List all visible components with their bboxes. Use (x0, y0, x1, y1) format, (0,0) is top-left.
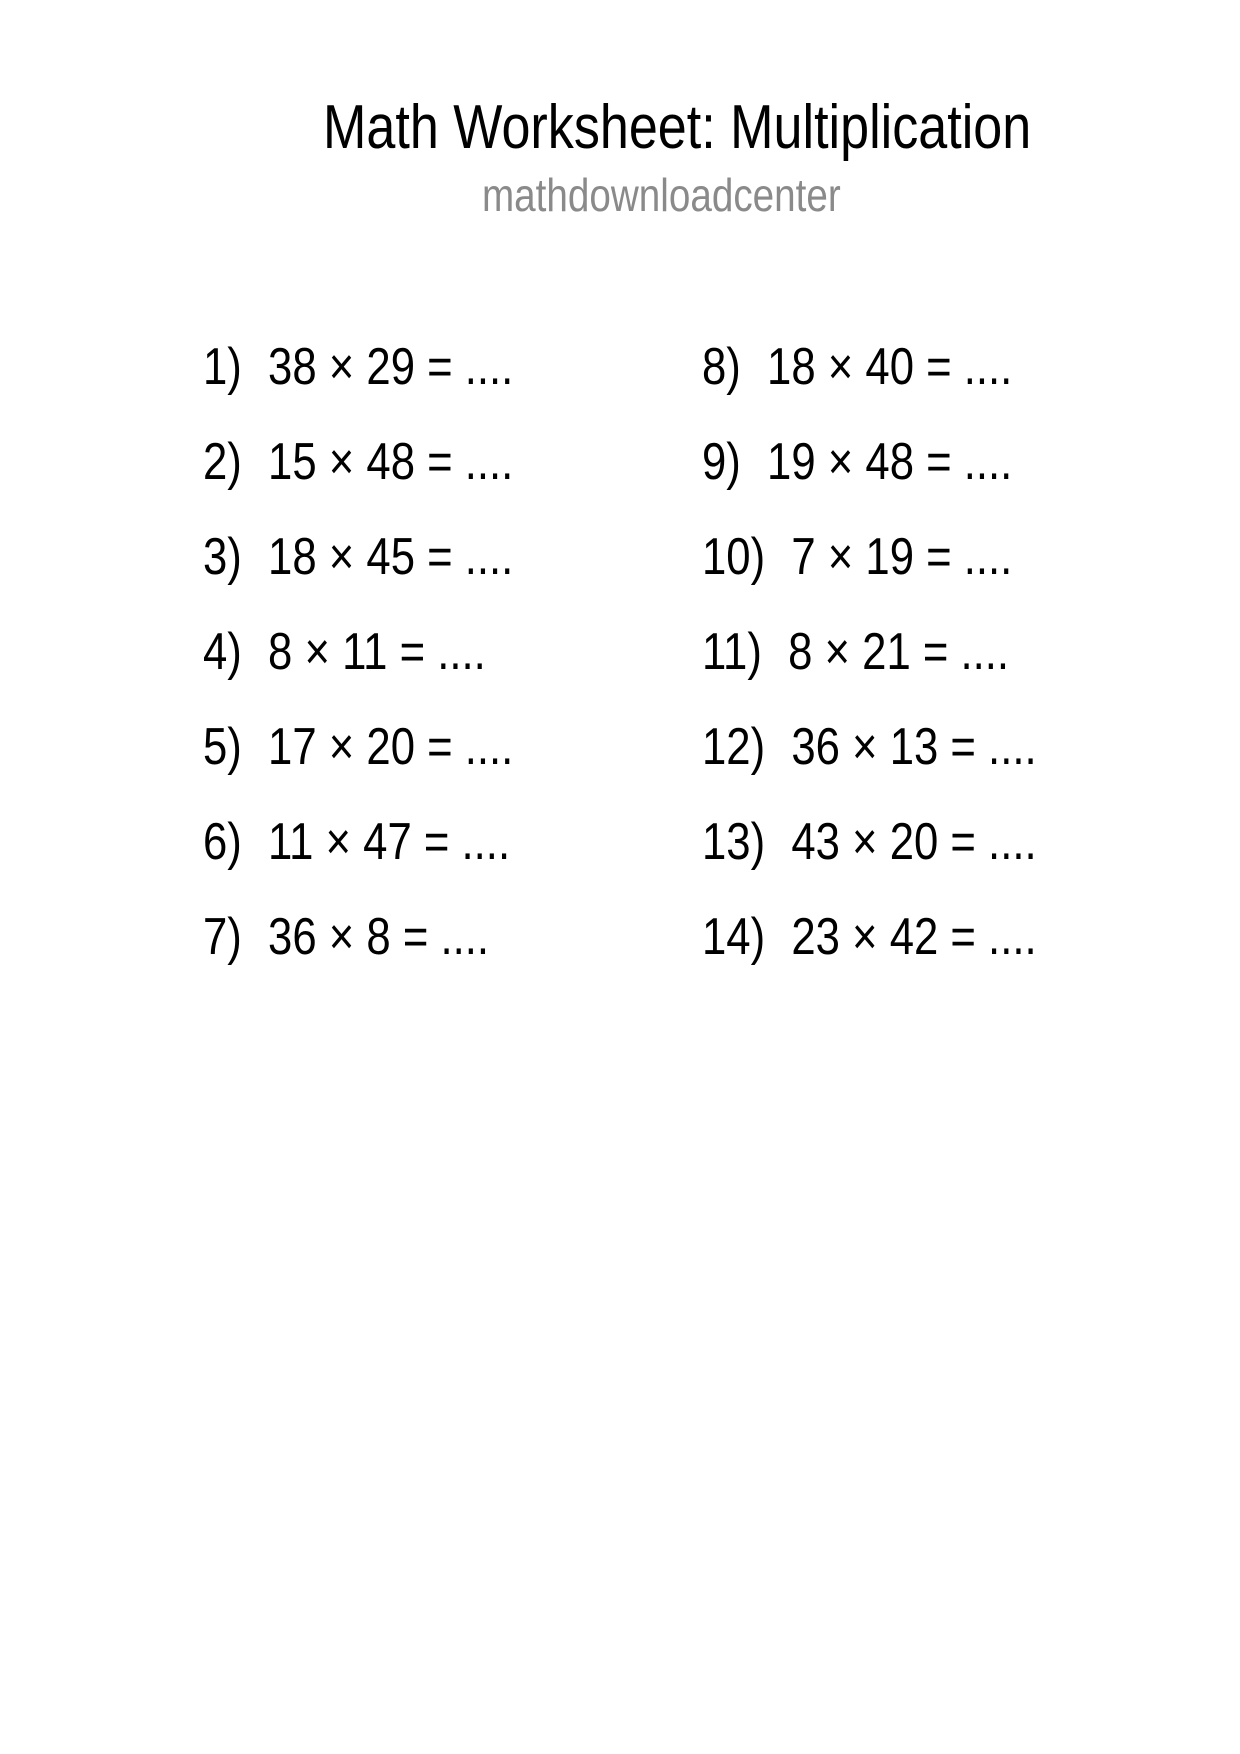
problem-expression: 19 × 48 = .... (767, 433, 1013, 491)
problem-number: 11) (702, 623, 762, 681)
page-title: Math Worksheet: Multiplication (323, 93, 1032, 162)
problems-column-left (203, 338, 572, 1006)
problem-row (203, 433, 572, 491)
problem-row (702, 433, 1100, 491)
problem-number: 12) (702, 718, 766, 776)
problem-expression: 11 × 47 = .... (268, 813, 511, 871)
problem-row (203, 623, 572, 681)
problem-number: 1) (203, 338, 242, 396)
problem-expression: 17 × 20 = .... (268, 718, 514, 776)
problem-row (203, 338, 572, 396)
problem-number: 9) (702, 433, 741, 491)
problem-expression: 23 × 42 = .... (791, 908, 1037, 966)
problem-number: 4) (203, 623, 242, 681)
problem-row (702, 528, 1100, 586)
problem-expression: 18 × 45 = .... (268, 528, 514, 586)
problem-number: 5) (203, 718, 242, 776)
problem-number: 6) (203, 813, 242, 871)
page-subtitle: mathdownloadcenter (482, 169, 841, 221)
problems-column-right (702, 338, 1100, 1006)
problem-expression: 38 × 29 = .... (268, 338, 514, 396)
problem-number: 3) (203, 528, 242, 586)
problem-number: 2) (203, 433, 242, 491)
problem-expression: 8 × 21 = .... (788, 623, 1010, 681)
problem-expression: 18 × 40 = .... (767, 338, 1013, 396)
problem-row (203, 718, 572, 776)
problem-number: 7) (203, 908, 242, 966)
problem-row (702, 623, 1100, 681)
problem-row (702, 813, 1100, 871)
problem-row (702, 718, 1100, 776)
problem-expression: 7 × 19 = .... (791, 528, 1013, 586)
problem-expression: 8 × 11 = .... (268, 623, 486, 681)
problem-number: 14) (702, 908, 766, 966)
problem-expression: 43 × 20 = .... (791, 813, 1037, 871)
problem-row (203, 528, 572, 586)
problem-row (203, 908, 572, 966)
problem-number: 13) (702, 813, 766, 871)
problem-number: 8) (702, 338, 741, 396)
problem-expression: 15 × 48 = .... (268, 433, 514, 491)
problem-row (203, 813, 572, 871)
problem-expression: 36 × 13 = .... (791, 718, 1037, 776)
problem-row (702, 908, 1100, 966)
problem-expression: 36 × 8 = .... (268, 908, 490, 966)
problem-row (702, 338, 1100, 396)
problem-number: 10) (702, 528, 766, 586)
